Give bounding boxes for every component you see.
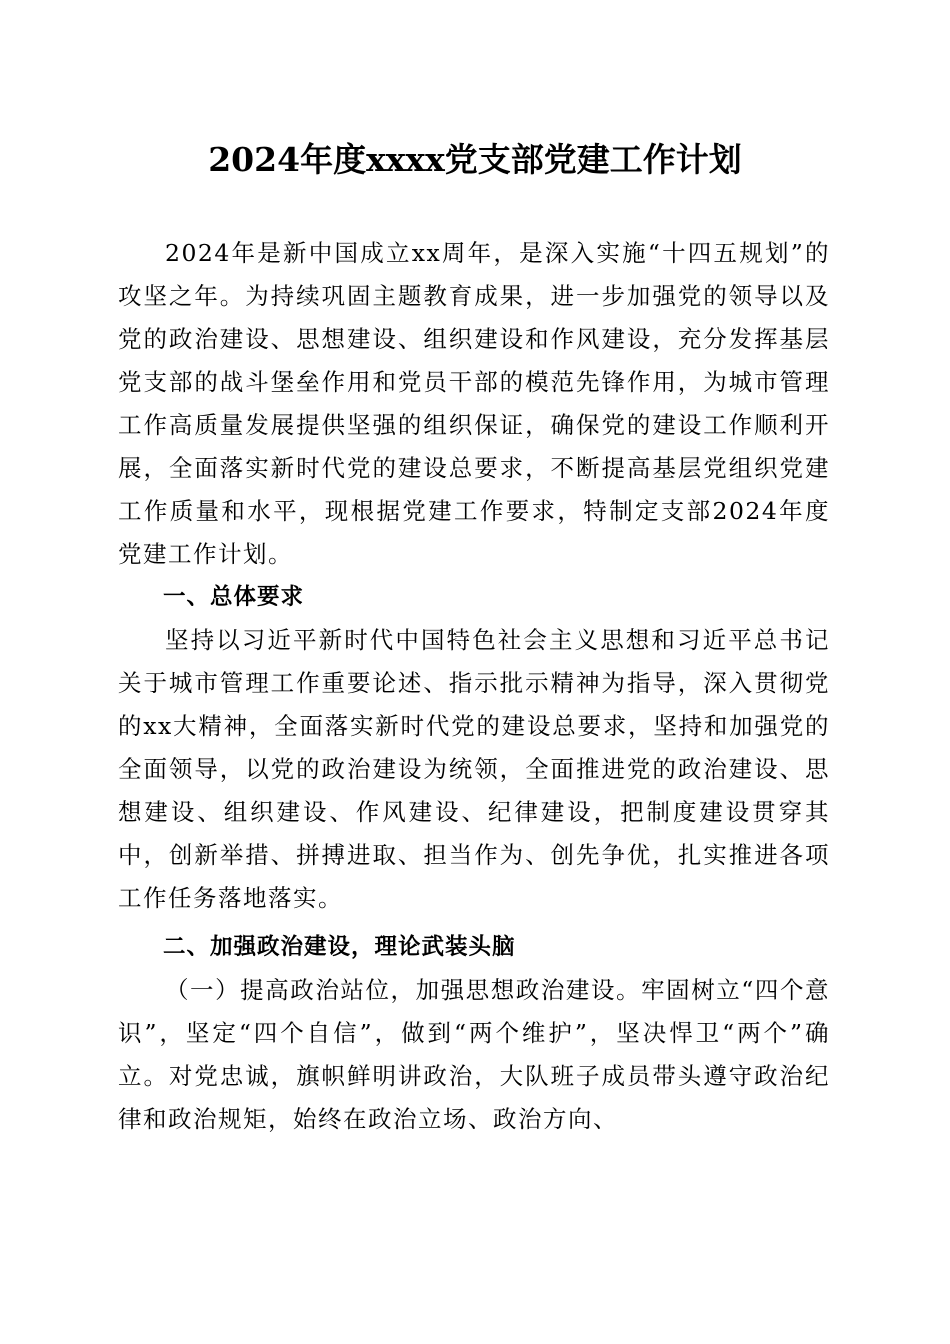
section-heading-general-requirements: 一、总体要求	[163, 584, 305, 610]
intro-paragraph: 2024年是新中国成立xx周年，是深入实施“十四五规划”的攻坚之年。为持续巩固主题教育成果，进一步加强党的领导以及党的政治建设、思想建设、组织建设和作风建设，充分发挥基层党支部的战斗堡垒作用和党员干部的模范先锋作用，为城市管理工作高质量发展提供坚强的组织保证，确保党的建设工作顺利开展，全面落实新时代党的建设总要求，不断提高基层党组织党建工作质量和水平，现根据党建工作要求，特制定支部2024年度党建工作计划。	[118, 239, 830, 568]
section-body-general-requirements: 坚持以习近平新时代中国特色社会主义思想和习近平总书记关于城市管理工作重要论述、指示批示精神为指导，深入贯彻党的xx大精神，全面落实新时代党的建设总要求，坚持和加强党的全面领导，以党的政治建设为统领，全面推进党的政治建设、思想建设、组织建设、作风建设、纪律建设，把制度建设贯穿其中，创新举措、拼搏进取、担当作为、创先争优，扎实推进各项工作任务落地落实。	[118, 626, 830, 912]
section-heading-political-building: 二、加强政治建设，理论武装头脑	[163, 934, 516, 960]
document-body	[118, 232, 830, 1141]
section-body-political-building: （一）提高政治站位，加强思想政治建设。牢固树立“四个意识”，坚定“四个自信”，做到“两个维护”，坚决悍卫“两个”确立。对党忠诚，旗帜鲜明讲政治，大队班子成员带头遵守政治纪律和政治规矩，始终在政治立场、政治方向、	[118, 976, 830, 1133]
document-title: 2024年度xxxx党支部党建工作计划	[208, 140, 742, 179]
